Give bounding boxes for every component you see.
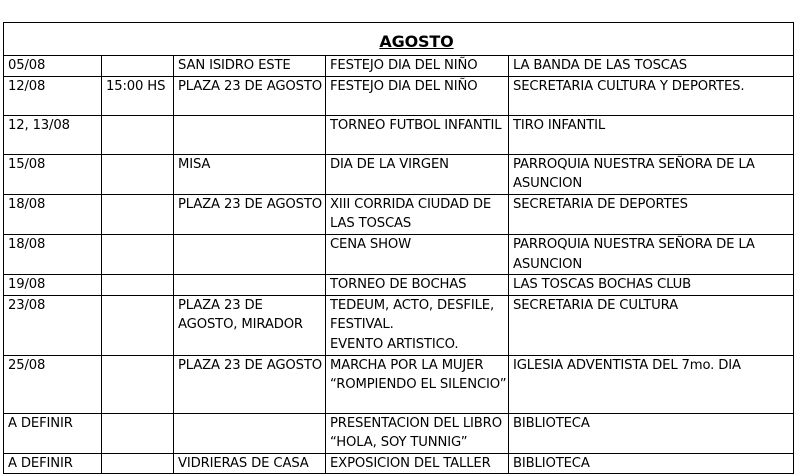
time-cell — [102, 295, 174, 355]
date-cell: 19/08 — [4, 275, 102, 296]
date-cell: 05/08 — [4, 56, 102, 77]
organizer-cell: LA BANDA DE LAS TOSCAS — [509, 56, 794, 77]
date-cell: A DEFINIR — [4, 413, 102, 453]
event-cell: EXPOSICION DEL TALLER — [326, 453, 509, 474]
table-row — [4, 194, 794, 234]
table-row — [4, 453, 794, 474]
organizer-cell: BIBLIOTECA — [509, 453, 794, 474]
date-cell: 18/08 — [4, 194, 102, 234]
date-cell: 15/08 — [4, 154, 102, 194]
table-row — [4, 355, 794, 413]
date-cell: A DEFINIR — [4, 453, 102, 474]
event-cell: DIA DE LA VIRGEN — [326, 154, 509, 194]
event-cell: TORNEO FUTBOL INFANTIL — [326, 115, 509, 154]
organizer-cell: LAS TOSCAS BOCHAS CLUB — [509, 275, 794, 296]
time-cell: 15:00 HS — [102, 76, 174, 115]
event-cell: TORNEO DE BOCHAS — [326, 275, 509, 296]
organizer-cell: SECRETARIA CULTURA Y DEPORTES. — [509, 76, 794, 115]
table-row — [4, 413, 794, 453]
location-cell — [174, 413, 326, 453]
time-cell — [102, 194, 174, 234]
event-cell: PRESENTACION DEL LIBRO “HOLA, SOY TUNNIG” — [326, 413, 509, 453]
time-cell — [102, 234, 174, 274]
event-cell: TEDEUM, ACTO, DESFILE, FESTIVAL. EVENTO ARTISTICO. — [326, 295, 509, 355]
organizer-cell: PARROQUIA NUESTRA SEÑORA DE LA ASUNCION — [509, 234, 794, 274]
time-cell — [102, 115, 174, 154]
date-cell: 25/08 — [4, 355, 102, 413]
organizer-cell: IGLESIA ADVENTISTA DEL 7mo. DIA — [509, 355, 794, 413]
location-cell — [174, 115, 326, 154]
events-table — [3, 22, 794, 474]
table-row — [4, 115, 794, 154]
location-cell: PLAZA 23 DE AGOSTO, MIRADOR — [174, 295, 326, 355]
table-row — [4, 295, 794, 355]
time-cell — [102, 56, 174, 77]
time-cell — [102, 154, 174, 194]
title-row — [4, 23, 794, 56]
location-cell: PLAZA 23 DE AGOSTO — [174, 194, 326, 234]
event-cell: CENA SHOW — [326, 234, 509, 274]
table-row — [4, 234, 794, 274]
organizer-cell: BIBLIOTECA — [509, 413, 794, 453]
date-cell: 23/08 — [4, 295, 102, 355]
location-cell: MISA — [174, 154, 326, 194]
table-row — [4, 76, 794, 115]
date-cell: 18/08 — [4, 234, 102, 274]
date-cell: 12/08 — [4, 76, 102, 115]
location-cell: PLAZA 23 DE AGOSTO — [174, 355, 326, 413]
time-cell — [102, 413, 174, 453]
location-cell: VIDRIERAS DE CASA — [174, 453, 326, 474]
event-cell: MARCHA POR LA MUJER “ROMPIENDO EL SILENCIO” — [326, 355, 509, 413]
time-cell — [102, 355, 174, 413]
month-title: AGOSTO — [379, 32, 454, 52]
table-row — [4, 275, 794, 296]
event-cell: FESTEJO DIA DEL NIÑO — [326, 76, 509, 115]
events-table-body — [4, 23, 794, 474]
organizer-cell: SECRETARIA DE CULTURA — [509, 295, 794, 355]
title-cell — [4, 23, 794, 56]
location-cell: SAN ISIDRO ESTE — [174, 56, 326, 77]
table-row — [4, 154, 794, 194]
time-cell — [102, 453, 174, 474]
table-row — [4, 56, 794, 77]
location-cell: PLAZA 23 DE AGOSTO — [174, 76, 326, 115]
event-cell: FESTEJO DIA DEL NIÑO — [326, 56, 509, 77]
time-cell — [102, 275, 174, 296]
event-cell: XIII CORRIDA CIUDAD DE LAS TOSCAS — [326, 194, 509, 234]
organizer-cell: SECRETARIA DE DEPORTES — [509, 194, 794, 234]
location-cell — [174, 234, 326, 274]
organizer-cell: PARROQUIA NUESTRA SEÑORA DE LA ASUNCION — [509, 154, 794, 194]
date-cell: 12, 13/08 — [4, 115, 102, 154]
organizer-cell: TIRO INFANTIL — [509, 115, 794, 154]
location-cell — [174, 275, 326, 296]
